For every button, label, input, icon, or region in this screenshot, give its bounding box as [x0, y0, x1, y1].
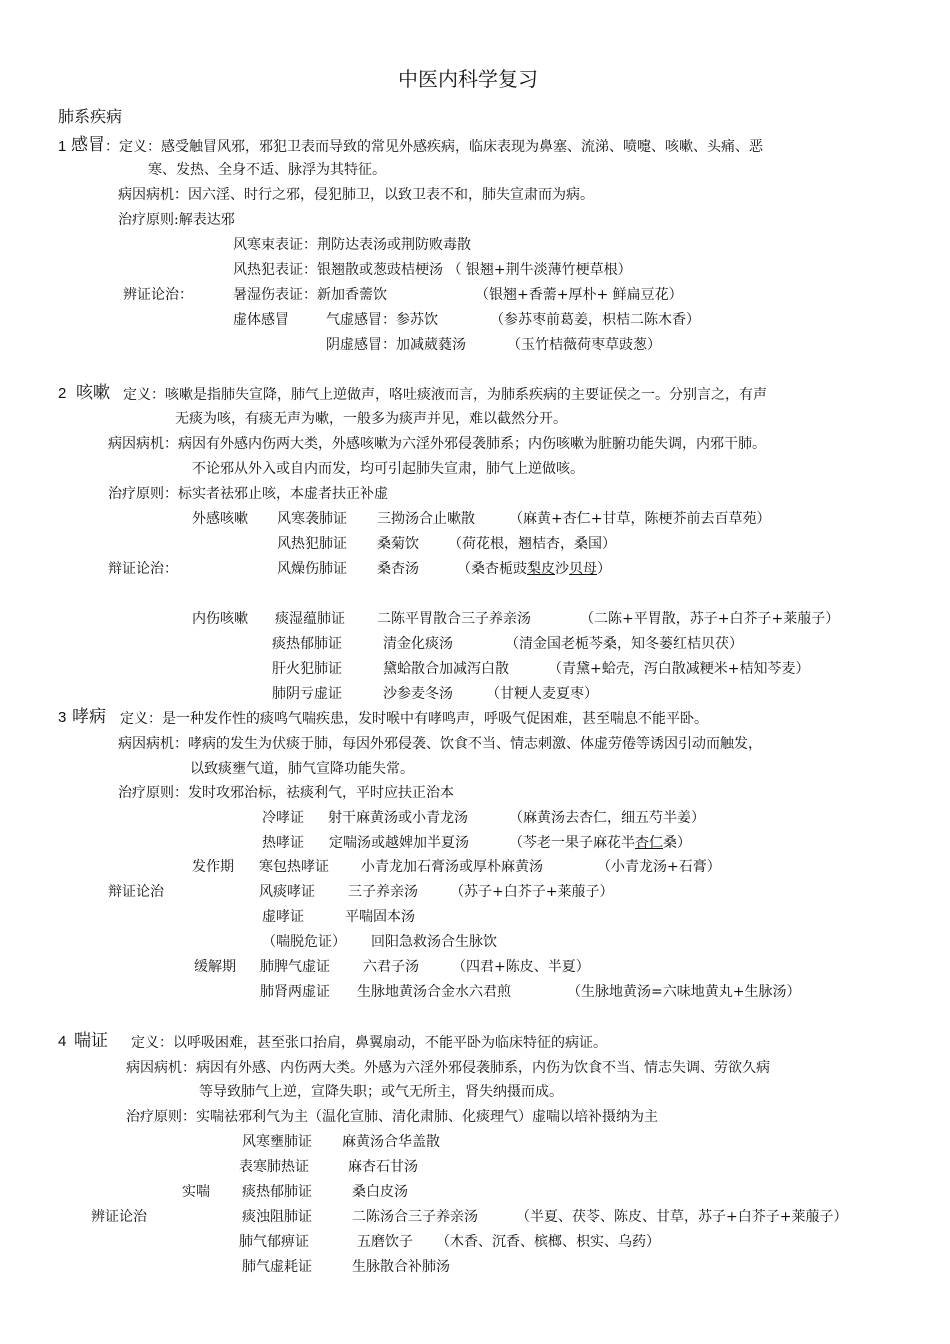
s1-row5-main: 阴虚感冒：加减葳蕤汤: [326, 337, 466, 353]
s2-int2-syndrome: 痰热郁肺证: [272, 636, 342, 652]
s4-p5-note: （木香、沉香、槟榔、枳实、乌药）: [436, 1234, 660, 1250]
s1-row2: 风热犯表证：银翘散或葱豉桔梗汤 （ 银翘+荆牛淡薄竹梗草根）: [233, 262, 632, 278]
s2-int3-syndrome: 肝火犯肺证: [272, 661, 342, 677]
s4-p3-formula: 桑白皮汤: [352, 1184, 408, 1200]
s3-a6-syndrome: （喘脱危证）: [262, 934, 346, 950]
s3-definition: 定义：是一种发作性的痰鸣气喘疾患，发时喉中有哮鸣声，呼吸气促困难，甚至喘息不能平卧。: [120, 711, 708, 727]
s2-diagnosis-label: 辩证论治：: [108, 561, 178, 577]
s4-p4-syndrome: 痰浊阻肺证: [242, 1209, 312, 1225]
s1-definition-line1: ：定义：感受触冒风邪，邪犯卫表而导致的常见外感疾病，临床表现为鼻塞、流涕、喷嚏、咳嗽、头痛、恶: [105, 139, 763, 155]
s4-p4-note: （半夏、茯苓、陈皮、甘草，苏子+白芥子+莱菔子）: [516, 1209, 848, 1225]
s2-ext3-formula: 桑杏汤: [377, 561, 419, 577]
s3-a3-syndrome: 寒包热哮证: [259, 859, 329, 875]
s2-cause-line1: 病因病机：病因有外感内伤两大类，外感咳嗽为六淫外邪侵袭肺系；内伤咳嗽为脏腑功能失调，内邪干肺。: [108, 436, 766, 452]
s3-a1-formula: 射干麻黄汤或小青龙汤: [328, 810, 468, 826]
section-heading: 肺系疾病: [58, 107, 123, 126]
s1-principle: 治疗原则:解表达邪: [118, 212, 235, 228]
s3-number: 3: [58, 709, 67, 726]
s3-a2-note-part3: 桑）: [663, 835, 691, 851]
s2-ext1-formula: 三拗汤合止嗽散: [377, 511, 475, 527]
s3-diagnosis-label: 辩证论治: [108, 884, 164, 900]
s3-a1-note: （麻黄汤去杏仁，细五芍半姜）: [509, 810, 705, 826]
s1-heading: 感冒: [71, 135, 105, 155]
s4-p3-syndrome: 痰热郁肺证: [242, 1184, 312, 1200]
s2-int1-note: （二陈+平胃散，苏子+白芥子+莱菔子）: [580, 611, 840, 627]
s2-ext1-note: （麻黄+杏仁+甘草，陈梗芥前去百草苑）: [509, 511, 771, 527]
s3-a2-syndrome: 热哮证: [262, 835, 304, 851]
s1-number: 1: [58, 138, 67, 155]
s1-definition-line2: 寒、发热、全身不适、脉浮为其特征。: [148, 162, 386, 178]
s3-a2-note-part1: （芩老一果子麻花半: [509, 835, 635, 851]
s3-m1-syndrome: 肺脾气虚证: [260, 959, 330, 975]
page-title: 中医内科学复习: [398, 67, 538, 91]
s4-cause-line2: 等导致肺气上逆，宣降失职；或气无所主，肾失纳摄而成。: [199, 1084, 563, 1100]
s2-definition-line1: 定义：咳嗽是指肺失宣降，肺气上逆做声，咯吐痰液而言，为肺系疾病的主要证侯之一。分别言之，有声: [123, 387, 767, 403]
s3-a4-formula: 三子养亲汤: [348, 884, 418, 900]
s2-int1-formula: 二陈平胃散合三子养亲汤: [377, 611, 531, 627]
s3-m2-syndrome: 肺肾两虚证: [260, 984, 330, 1000]
s3-a2-formula: 定喘汤或越婢加半夏汤: [329, 835, 469, 851]
s2-ext3-note: [457, 560, 611, 578]
s4-p4-formula: 二陈汤合三子养亲汤: [352, 1209, 478, 1225]
s1-row3-main: 暑湿伤表证：新加香薷饮: [233, 287, 387, 303]
s4-p5-syndrome: 肺气郁痹证: [239, 1234, 309, 1250]
s2-ext3-note-part1: （桑杏栀豉: [457, 561, 527, 577]
s3-a2-note-part2: 杏仁: [635, 835, 663, 851]
s3-m2-formula: 生脉地黄汤合金水六君煎: [357, 984, 511, 1000]
s2-int4-formula: 沙参麦冬汤: [383, 686, 453, 702]
s2-int4-note: （甘粳人麦夏枣）: [486, 686, 598, 702]
s3-a2-note: [509, 834, 691, 852]
s2-int2-note: （清金国老栀芩桑，知冬蒌红桔贝茯）: [505, 636, 743, 652]
s1-row4-main: 气虚感冒：参苏饮: [326, 312, 438, 328]
s1-row5-note: （玉竹桔薇荷枣草豉葱）: [507, 337, 661, 353]
s2-internal-label: 内伤咳嗽: [192, 611, 248, 627]
s2-principle: 治疗原则：标实者祛邪止咳，本虚者扶正补虚: [108, 486, 388, 502]
s2-external-label: 外感咳嗽: [192, 511, 248, 527]
s2-ext3-note-part3: 沙: [555, 561, 569, 577]
s2-int1-syndrome: 痰湿蕴肺证: [275, 611, 345, 627]
s4-number: 4: [58, 1033, 67, 1050]
s4-principle: 治疗原则：实喘祛邪利气为主（温化宣肺、清化肃肺、化痰理气）虚喘以培补摄纳为主: [126, 1109, 658, 1125]
s2-number: 2: [58, 385, 67, 402]
s4-p5-formula: 五磨饮子: [357, 1234, 413, 1250]
s2-int3-formula: 黛蛤散合加减泻白散: [383, 661, 509, 677]
s3-a4-note: （苏子+白芥子+莱菔子）: [450, 884, 614, 900]
s1-diagnosis-label: 辨证论治：: [123, 287, 193, 303]
s3-a5-syndrome: 虚哮证: [262, 909, 304, 925]
s3-m1-formula: 六君子汤: [363, 959, 419, 975]
s1-row1: 风寒束表证：荆防达表汤或荆防败毒散: [233, 237, 471, 253]
s3-a3-formula: 小青龙加石膏汤或厚朴麻黄汤: [361, 859, 543, 875]
s2-definition-line2: 无痰为咳，有痰无声为嗽，一般多为痰声并见，难以截然分开。: [175, 411, 567, 427]
s4-heading: 喘证: [74, 1031, 108, 1051]
s4-p2-formula: 麻杏石甘汤: [348, 1159, 418, 1175]
s3-cause-line2: 以致痰壅气道，肺气宣降功能失常。: [190, 761, 414, 777]
s2-ext2-syndrome: 风热犯肺证: [277, 536, 347, 552]
s3-a4-syndrome: 风痰哮证: [259, 884, 315, 900]
s3-attack-label: 发作期: [192, 859, 234, 875]
s2-int2-formula: 清金化痰汤: [383, 636, 453, 652]
s2-heading: 咳嗽: [76, 383, 110, 403]
s1-row4-label: 虚体感冒: [233, 312, 289, 328]
s3-a5-formula: 平喘固本汤: [345, 909, 415, 925]
s4-p6-formula: 生脉散合补肺汤: [352, 1259, 450, 1275]
s2-int4-syndrome: 肺阴亏虚证: [272, 686, 342, 702]
s3-a6-formula: 回阳急救汤合生脉饮: [371, 934, 497, 950]
s2-ext3-note-part4: 贝母: [569, 561, 597, 577]
s3-heading: 哮病: [72, 707, 106, 727]
s3-m2-note: （生脉地黄汤=六味地黄丸+生脉汤）: [567, 984, 801, 1000]
s4-diagnosis-label: 辨证论治: [91, 1209, 147, 1225]
s4-p1-syndrome: 风寒壅肺证: [242, 1134, 312, 1150]
s2-ext3-syndrome: 风燥伤肺证: [277, 561, 347, 577]
s4-p1-formula: 麻黄汤合华盖散: [342, 1134, 440, 1150]
s1-row4-note: （参苏枣前葛姜，枳桔二陈木香）: [490, 312, 700, 328]
s3-a3-note: （小青龙汤+石膏）: [597, 859, 721, 875]
s4-definition: 定义：以呼吸困难，甚至张口抬肩，鼻翼扇动，不能平卧为临床特征的病证。: [131, 1035, 607, 1051]
s4-cause-line1: 病因病机：病因有外感、内伤两大类。外感为六淫外邪侵袭肺系，内伤为饮食不当、情志失调、劳欲久病: [126, 1060, 770, 1076]
s3-m1-note: （四君+陈皮、半夏）: [452, 959, 590, 975]
s2-ext3-note-part5: ）: [597, 561, 611, 577]
s2-ext3-note-part2: 梨皮: [527, 561, 555, 577]
s2-ext2-formula: 桑菊饮: [377, 536, 419, 552]
s3-principle: 治疗原则：发时攻邪治标，祛痰利气，平时应扶正治本: [118, 785, 454, 801]
s2-int3-note: （青黛+蛤壳，泻白散减粳米+桔知芩麦）: [548, 661, 810, 677]
s3-cause-line1: 病因病机：哮病的发生为伏痰于肺，每因外邪侵袭、饮食不当、情志刺激、体虚劳倦等诱因引动而触发，: [118, 736, 762, 752]
s2-ext1-syndrome: 风寒袭肺证: [277, 511, 347, 527]
s2-cause-line2: 不论邪从外入或自内而发，均可引起肺失宣肃，肺气上逆做咳。: [192, 461, 584, 477]
s4-p2-syndrome: 表寒肺热证: [239, 1159, 309, 1175]
s3-remission-label: 缓解期: [194, 959, 236, 975]
s4-p6-syndrome: 肺气虚耗证: [242, 1259, 312, 1275]
s1-cause: 病因病机：因六淫、时行之邪，侵犯肺卫，以致卫表不和，肺失宣肃而为病。: [118, 187, 594, 203]
s1-row3-note: （银翘+香薷+厚朴+ 鲜扁豆花）: [475, 287, 683, 303]
s4-excess-label: 实喘: [182, 1184, 210, 1200]
s2-ext2-note: （荷花根，翘桔杏，桑国）: [448, 536, 616, 552]
s3-a1-syndrome: 冷哮证: [262, 810, 304, 826]
